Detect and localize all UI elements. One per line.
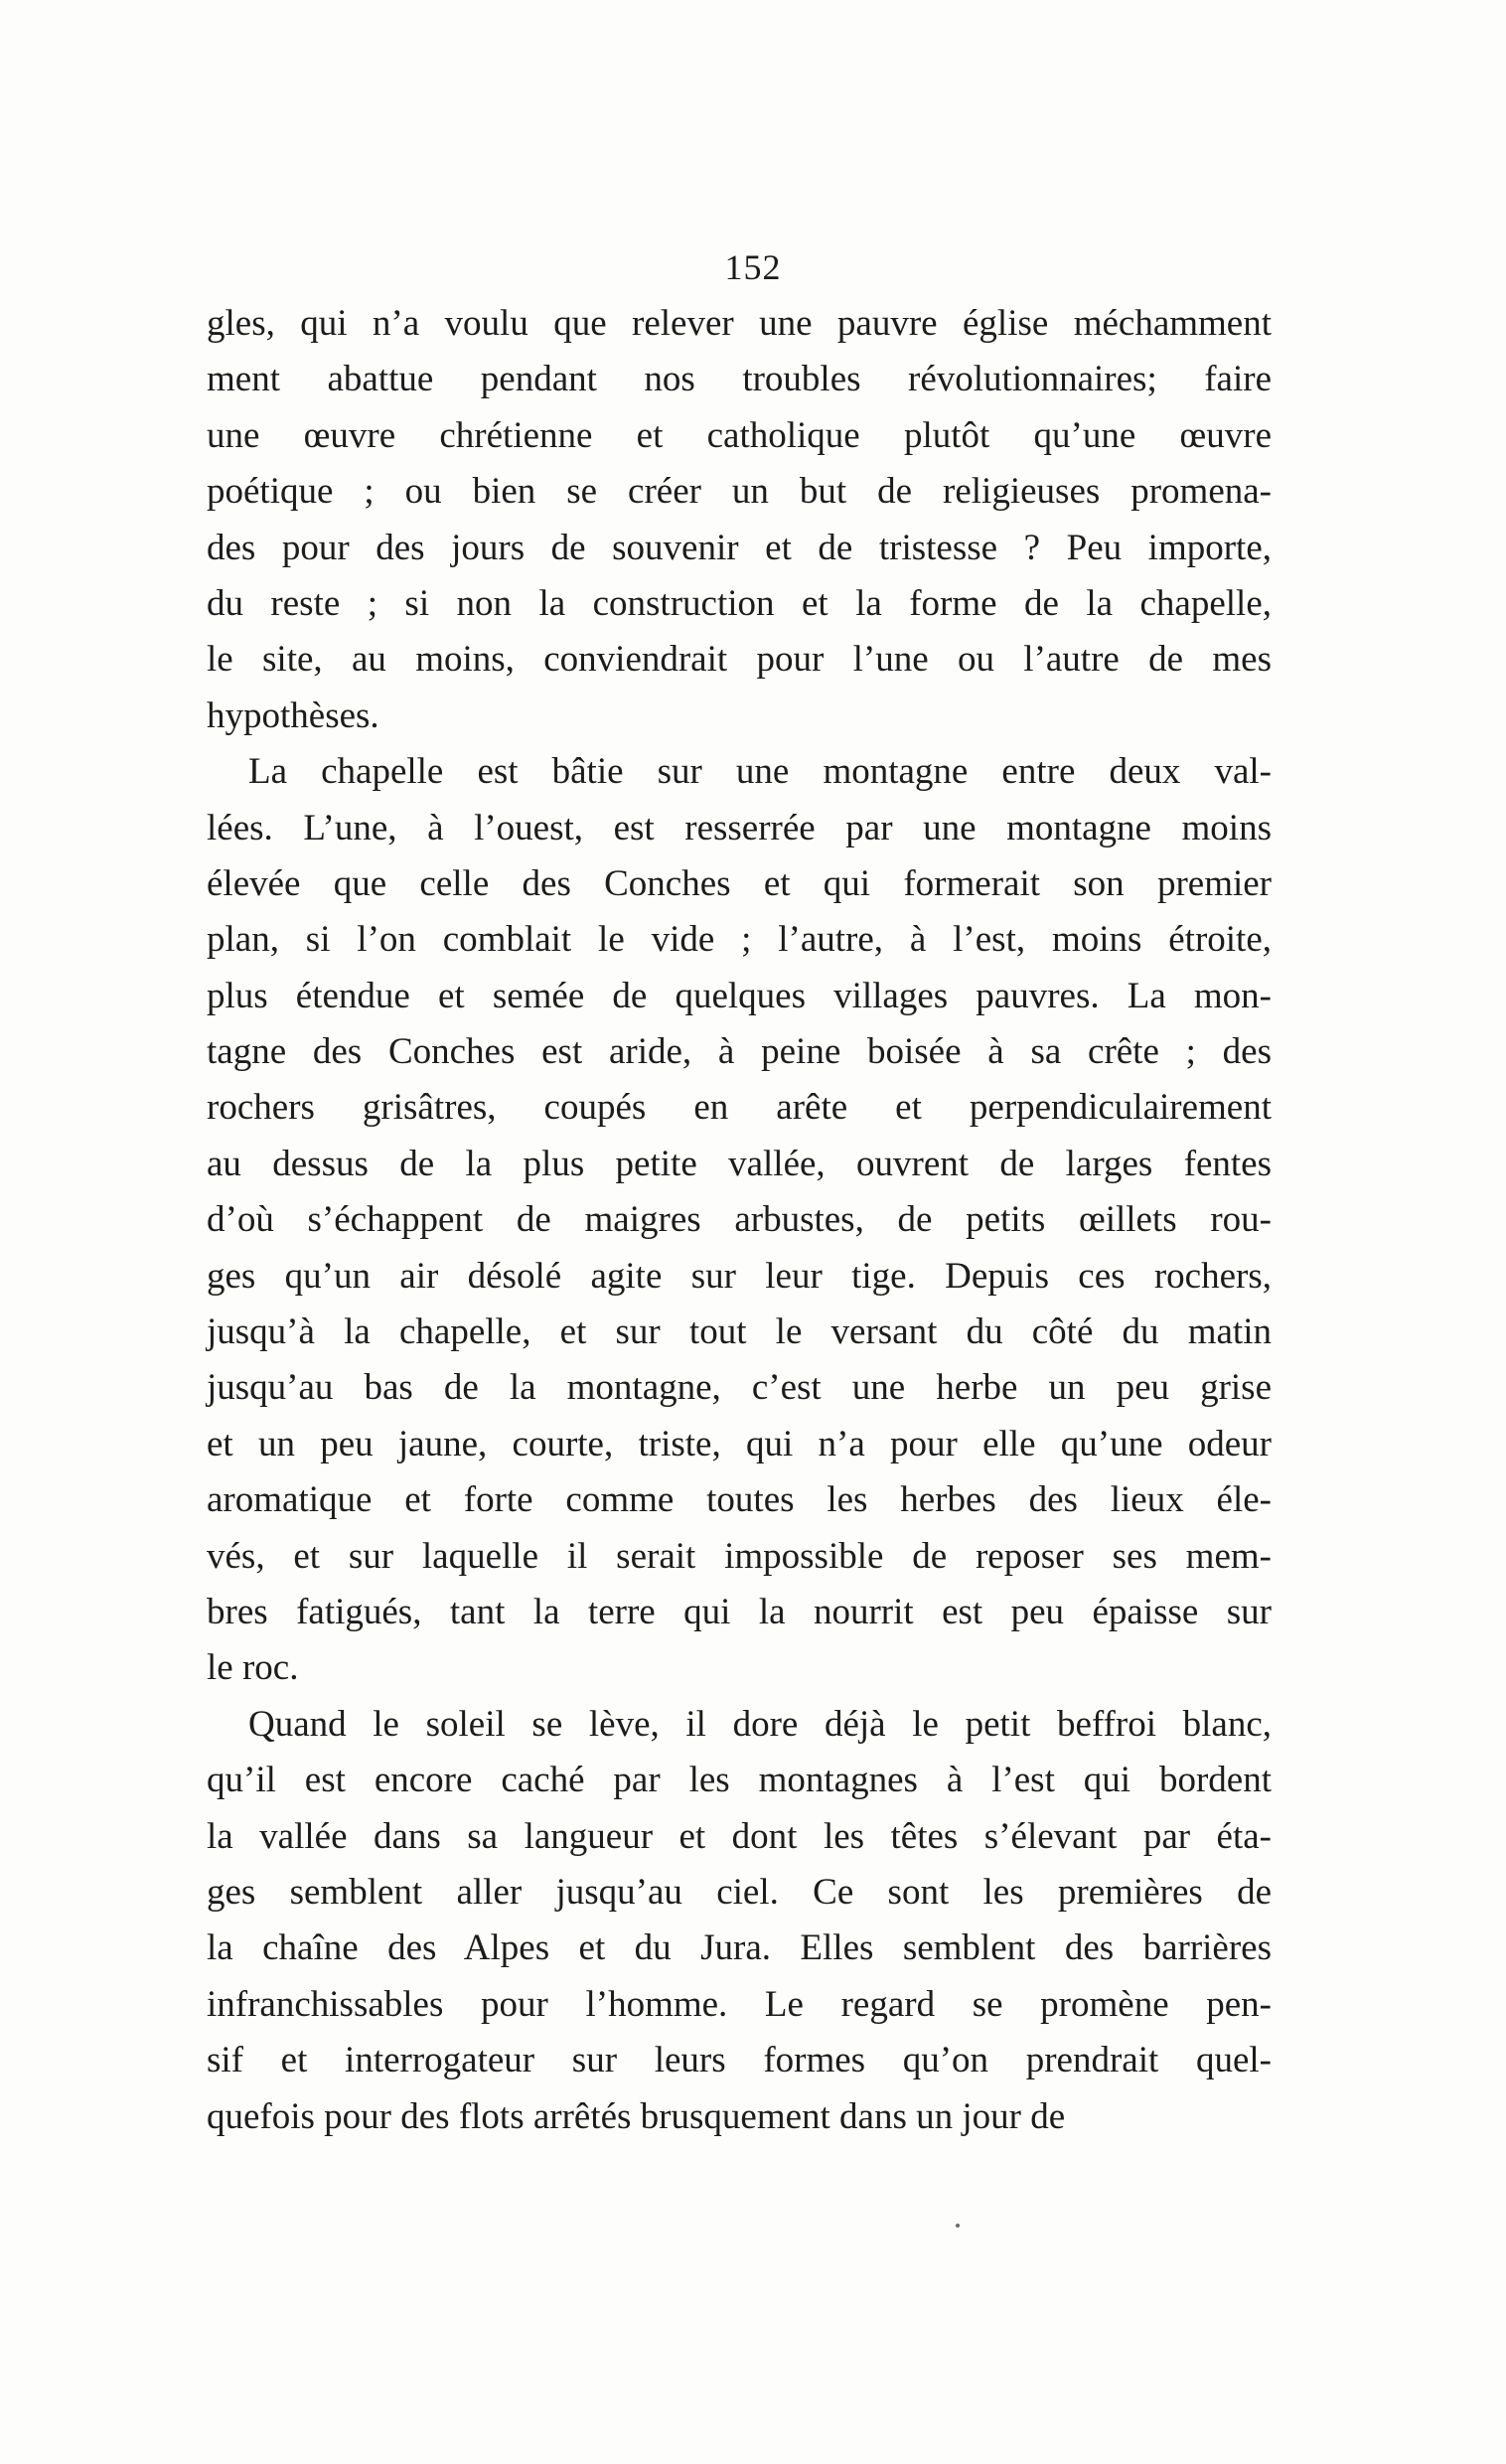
text-line: le roc. <box>207 1647 299 1689</box>
text-line: ges qu’un air désolé agite sur leur tige. Depuis ces rochers, <box>207 1255 1272 1297</box>
page-number: 152 <box>724 247 782 287</box>
text-line: aromatique et forte comme toutes les herbes des lieux éle- <box>207 1479 1272 1521</box>
text-line: le site, au moins, conviendrait pour l’une ou l’autre de mes <box>207 639 1272 681</box>
text-line: infranchissables pour l’homme. Le regard se promène pen- <box>207 1983 1272 2025</box>
text-line: plus étendue et semée de quelques villages pauvres. La mon- <box>207 975 1272 1016</box>
text-line: gles, qui n’a voulu que relever une pauvre église méchamment <box>207 303 1272 344</box>
text-line: la chaîne des Alpes et du Jura. Elles semblent des barrières <box>207 1927 1272 1969</box>
text-line: hypothèses. <box>207 694 379 736</box>
text-line: jusqu’au bas de la montagne, c’est une herbe un peu grise <box>207 1367 1272 1409</box>
text-line: la vallée dans sa langueur et dont les têtes s’élevant par éta- <box>207 1815 1272 1857</box>
paragraph <box>207 1697 1272 2145</box>
text-line: jusqu’à la chapelle, et sur tout le versant du côté du matin <box>207 1311 1272 1353</box>
text-line: ges semblent aller jusqu’au ciel. Ce sont les premières de <box>207 1871 1272 1913</box>
text-line: ment abattue pendant nos troubles révolutionnaires; faire <box>207 359 1272 400</box>
text-line: bres fatigués, tant la terre qui la nourrit est peu épaisse sur <box>207 1591 1272 1632</box>
paragraph <box>207 744 1272 1697</box>
text-line: La chapelle est bâtie sur une montagne entre deux val- <box>248 751 1272 793</box>
text-line: d’où s’échappent de maigres arbustes, de petits œillets rou- <box>207 1199 1272 1241</box>
text-line: du reste ; si non la construction et la forme de la chapelle, <box>207 582 1272 624</box>
text-line: Quand le soleil se lève, il dore déjà le petit beffroi blanc, <box>248 1703 1272 1745</box>
text-line: des pour des jours de souvenir et de tristesse ? Peu importe, <box>207 527 1272 568</box>
text-line: une œuvre chrétienne et catholique plutôt qu’une œuvre <box>207 414 1272 456</box>
text-line: qu’il est encore caché par les montagnes à l’est qui bordent <box>207 1760 1272 1801</box>
ink-speck <box>956 2224 960 2228</box>
text-line: rochers grisâtres, coupés en arête et perpendiculairement <box>207 1087 1272 1129</box>
text-line: lées. L’une, à l’ouest, est resserrée par une montagne moins <box>207 807 1272 848</box>
text-line: élevée que celle des Conches et qui formerait son premier <box>207 862 1272 904</box>
text-line: vés, et sur laquelle il serait impossible de reposer ses mem- <box>207 1535 1272 1577</box>
text-line: au dessus de la plus petite vallée, ouvrent de larges fentes <box>207 1143 1272 1184</box>
body-text <box>207 296 1272 2145</box>
text-line: tagne des Conches est aride, à peine boisée à sa crête ; des <box>207 1031 1272 1073</box>
text-line: sif et interrogateur sur leurs formes qu’on prendrait quel- <box>207 2040 1272 2081</box>
paragraph <box>207 296 1272 744</box>
text-line: et un peu jaune, courte, triste, qui n’a pour elle qu’une odeur <box>207 1423 1272 1464</box>
text-line: plan, si l’on comblait le vide ; l’autre, à l’est, moins étroite, <box>207 919 1272 961</box>
text-line: poétique ; ou bien se créer un but de religieuses promena- <box>207 471 1272 513</box>
text-line: quefois pour des flots arrêtés brusquement dans un jour de <box>207 2095 1066 2137</box>
